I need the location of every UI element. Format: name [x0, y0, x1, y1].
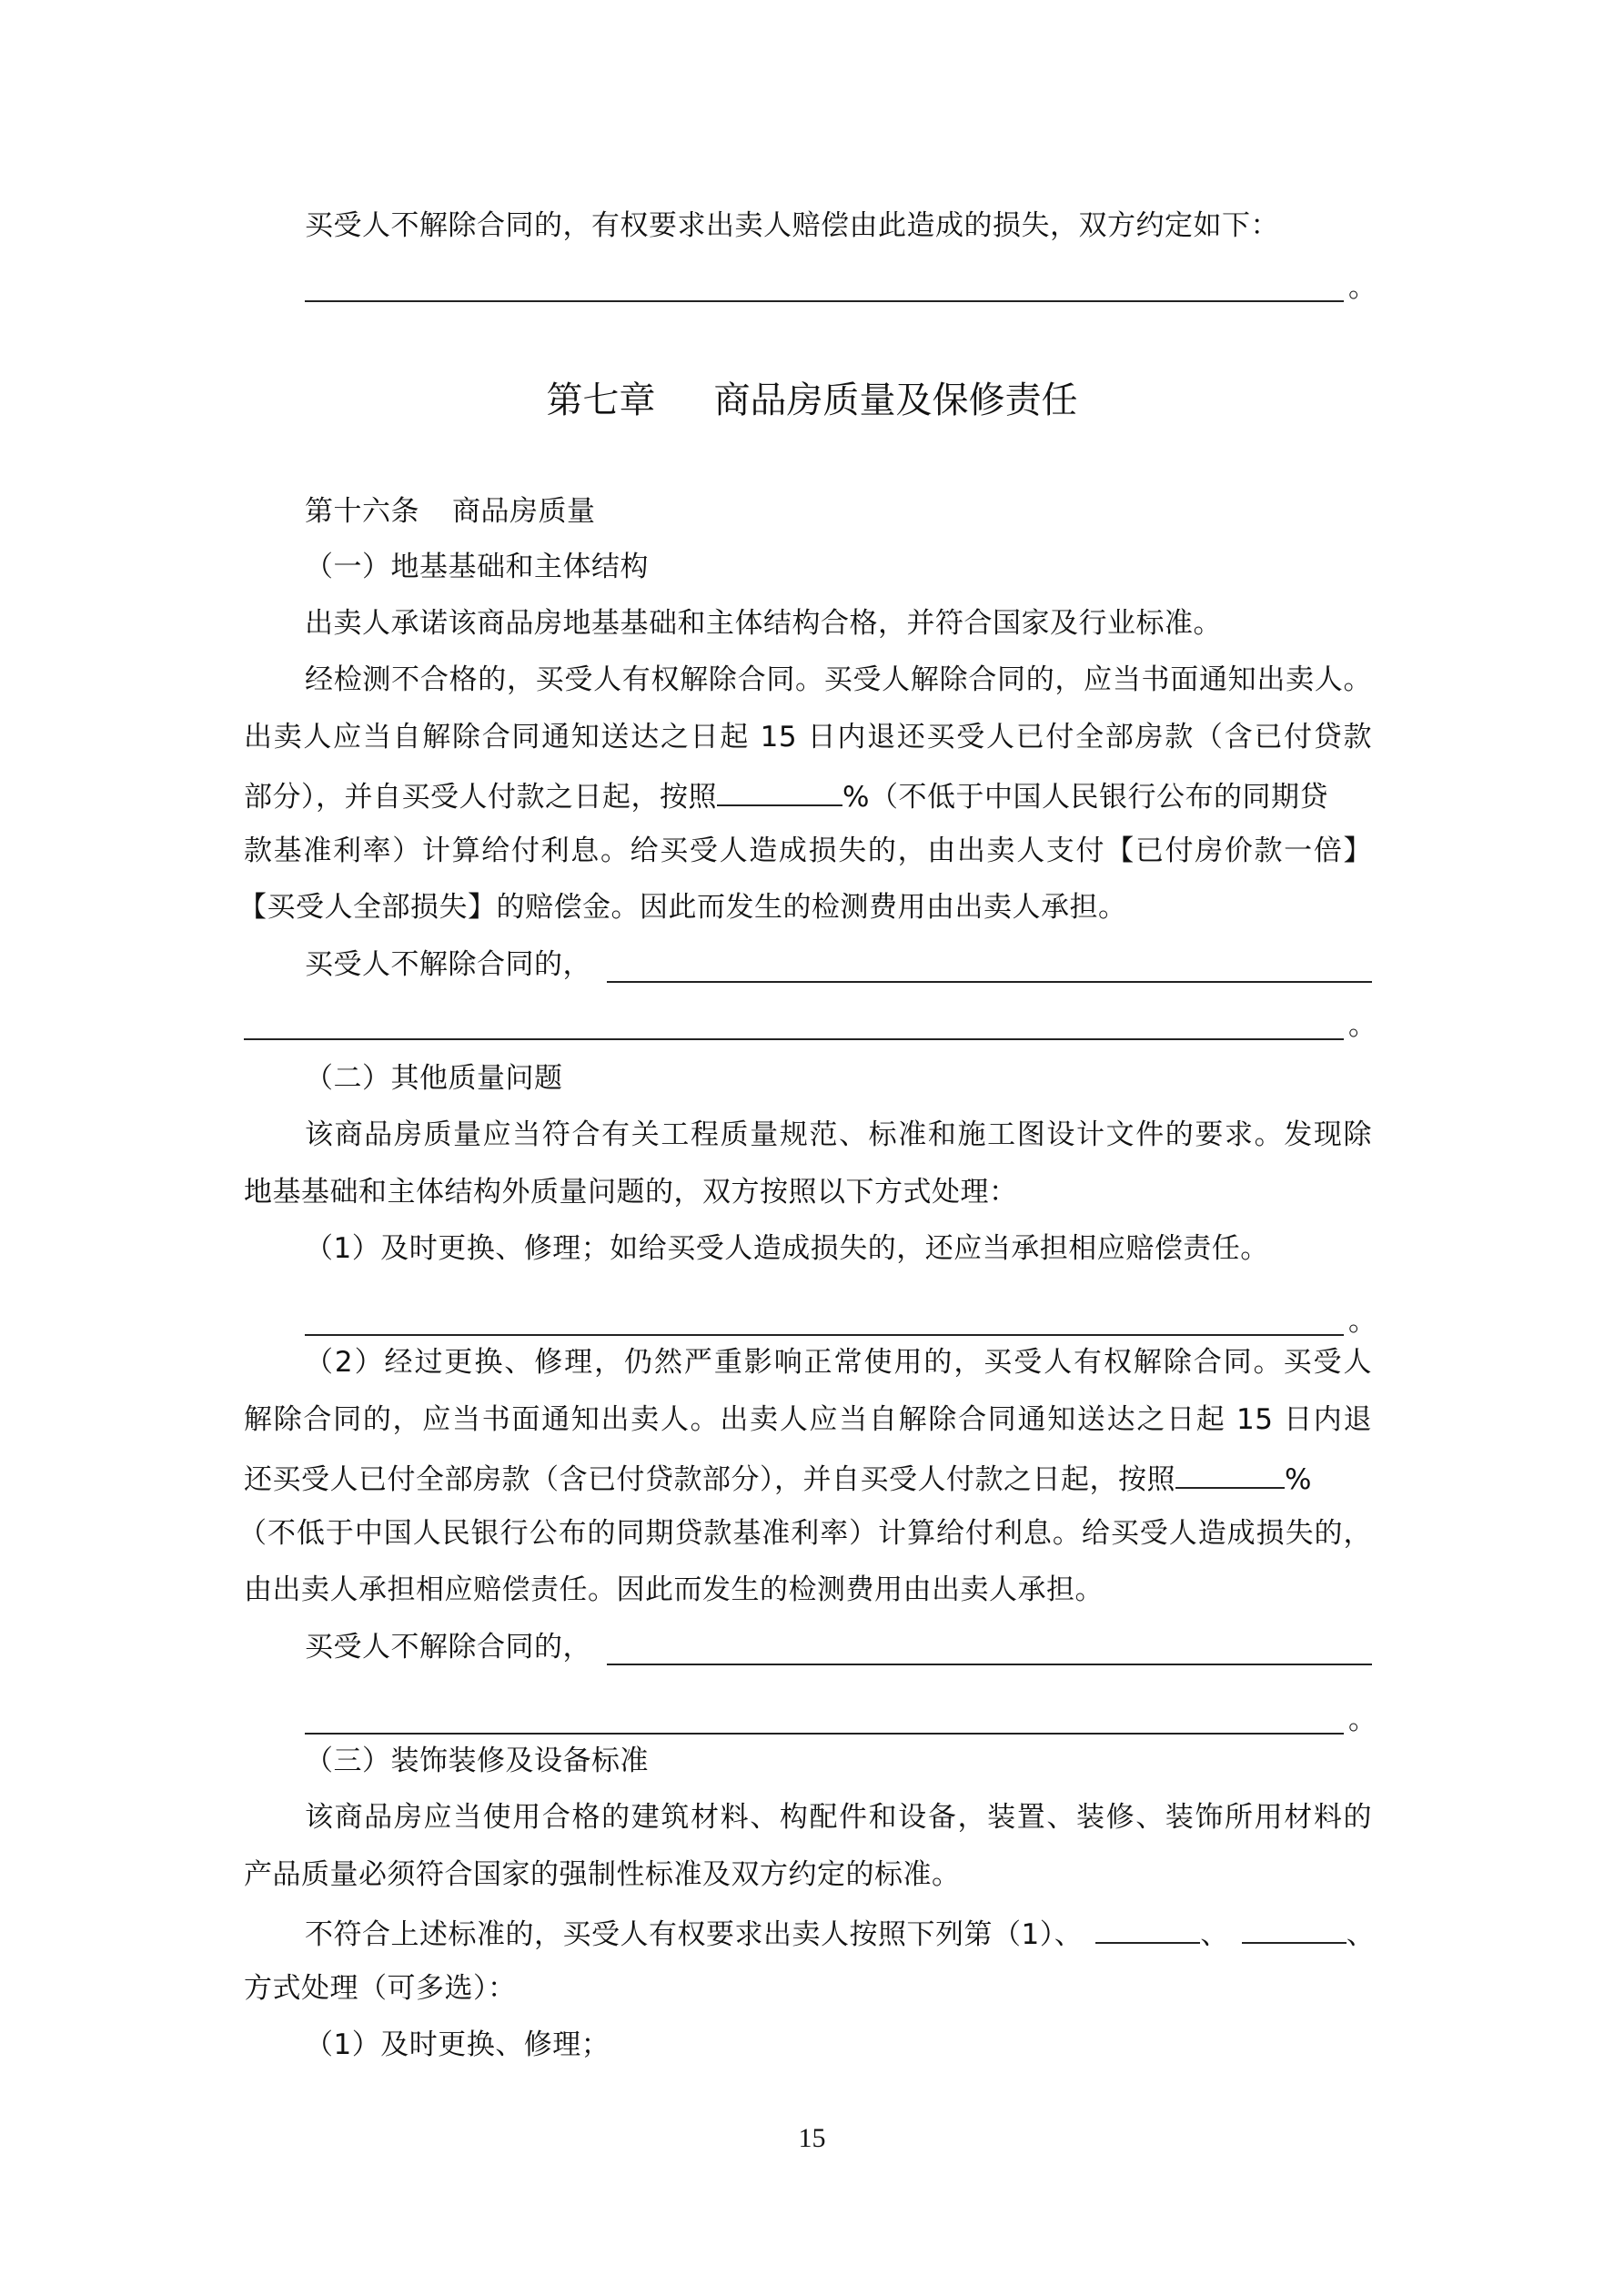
paragraph-line	[305, 1911, 1375, 1955]
chapter-heading	[0, 375, 1624, 426]
section-heading: （一）地基基础和主体结构	[305, 551, 649, 583]
end-mark: 。	[1348, 1704, 1377, 1736]
paragraph-line: 该商品房质量应当符合有关工程质量规范、标准和施工图设计文件的要求。发现除	[305, 1118, 1372, 1151]
chapter-number: 第七章	[546, 379, 656, 421]
fill-in-blank-line[interactable]	[305, 1334, 1344, 1336]
paragraph-line: 由出卖人承担相应赔偿责任。因此而发生的检测费用由出卖人承担。	[244, 1573, 1104, 1606]
paragraph-line: 解除合同的，应当书面通知出卖人。出卖人应当自解除合同通知送达之日起 15 日内退	[244, 1403, 1372, 1436]
list-item: （1）及时更换、修理；如给买受人造成损失的，还应当承担相应赔偿责任。	[305, 1232, 1269, 1265]
paragraph-line: 【买受人全部损失】的赔偿金。因此而发生的检测费用由出卖人承担。	[238, 891, 1127, 924]
text-segment: 还买受人已付全部房款（含已付贷款部分），并自买受人付款之日起，按照	[244, 1463, 1175, 1496]
paragraph-line: （不低于中国人民银行公布的同期贷款基准利率）计算给付利息。给买受人造成损失的，	[238, 1517, 1372, 1550]
chapter-title: 商品房质量及保修责任	[713, 379, 1078, 421]
separator: 、	[1346, 1918, 1376, 1951]
fill-in-blank-line[interactable]	[607, 1664, 1372, 1665]
fill-in-blank-line[interactable]	[607, 981, 1372, 983]
text-segment: %（不低于中国人民银行公布的同期贷	[842, 781, 1328, 814]
interest-rate-blank[interactable]	[717, 774, 842, 806]
page-number: 15	[798, 2123, 826, 2153]
article-number: 第十六条	[305, 495, 419, 528]
paragraph-line: 款基准利率）计算给付利息。给买受人造成损失的，由出卖人支付【已付房价款一倍】	[244, 834, 1372, 867]
paragraph-line: 地基基础和主体结构外质量问题的，双方按照以下方式处理：	[244, 1176, 1018, 1209]
intro-line: 买受人不解除合同的，有权要求出卖人赔偿由此造成的损失，双方约定如下：	[305, 209, 1279, 242]
option-blank-2[interactable]	[1242, 1911, 1347, 1944]
option-blank-1[interactable]	[1095, 1911, 1200, 1944]
paragraph-line: 产品质量必须符合国家的强制性标准及双方约定的标准。	[244, 1858, 961, 1891]
interest-rate-blank[interactable]	[1175, 1456, 1285, 1489]
fill-in-blank-line[interactable]	[305, 300, 1344, 302]
separator: 、	[1200, 1918, 1229, 1951]
article-title: 商品房质量	[452, 495, 596, 528]
fill-in-blank-line[interactable]	[305, 1733, 1344, 1735]
fill-in-blank-line[interactable]	[244, 1038, 1344, 1040]
text-segment: 部分），并自买受人付款之日起，按照	[244, 781, 717, 814]
section-heading: （三）装饰装修及设备标准	[305, 1745, 649, 1777]
paragraph-line: 经检测不合格的，买受人有权解除合同。买受人解除合同的，应当书面通知出卖人。	[305, 663, 1372, 696]
list-item: （1）及时更换、修理；	[305, 2028, 610, 2061]
paragraph-line: 出卖人承诺该商品房地基基础和主体结构合格，并符合国家及行业标准。	[305, 607, 1222, 640]
paragraph-line: 出卖人应当自解除合同通知送达之日起 15 日内退还买受人已付全部房款（含已付贷款	[244, 721, 1372, 754]
article-heading	[305, 491, 596, 531]
paragraph-line: 该商品房应当使用合格的建筑材料、构配件和设备，装置、装修、装饰所用材料的	[305, 1801, 1372, 1834]
paragraph-line	[244, 1456, 1372, 1500]
list-item: （2）经过更换、修理，仍然严重影响正常使用的，买受人有权解除合同。买受人	[305, 1346, 1372, 1379]
end-mark: 。	[1348, 1009, 1377, 1042]
paragraph-line	[244, 774, 1372, 817]
text-segment: 不符合上述标准的，买受人有权要求出卖人按照下列第（1）、	[305, 1918, 1084, 1951]
paragraph-line: 买受人不解除合同的，	[305, 1631, 591, 1664]
paragraph-line: 买受人不解除合同的，	[305, 948, 591, 981]
section-heading: （二）其他质量问题	[305, 1062, 563, 1095]
end-mark: 。	[1348, 271, 1377, 304]
text-segment: %	[1285, 1463, 1312, 1496]
end-mark: 。	[1348, 1305, 1377, 1338]
paragraph-line: 方式处理（可多选）：	[244, 1972, 517, 2005]
